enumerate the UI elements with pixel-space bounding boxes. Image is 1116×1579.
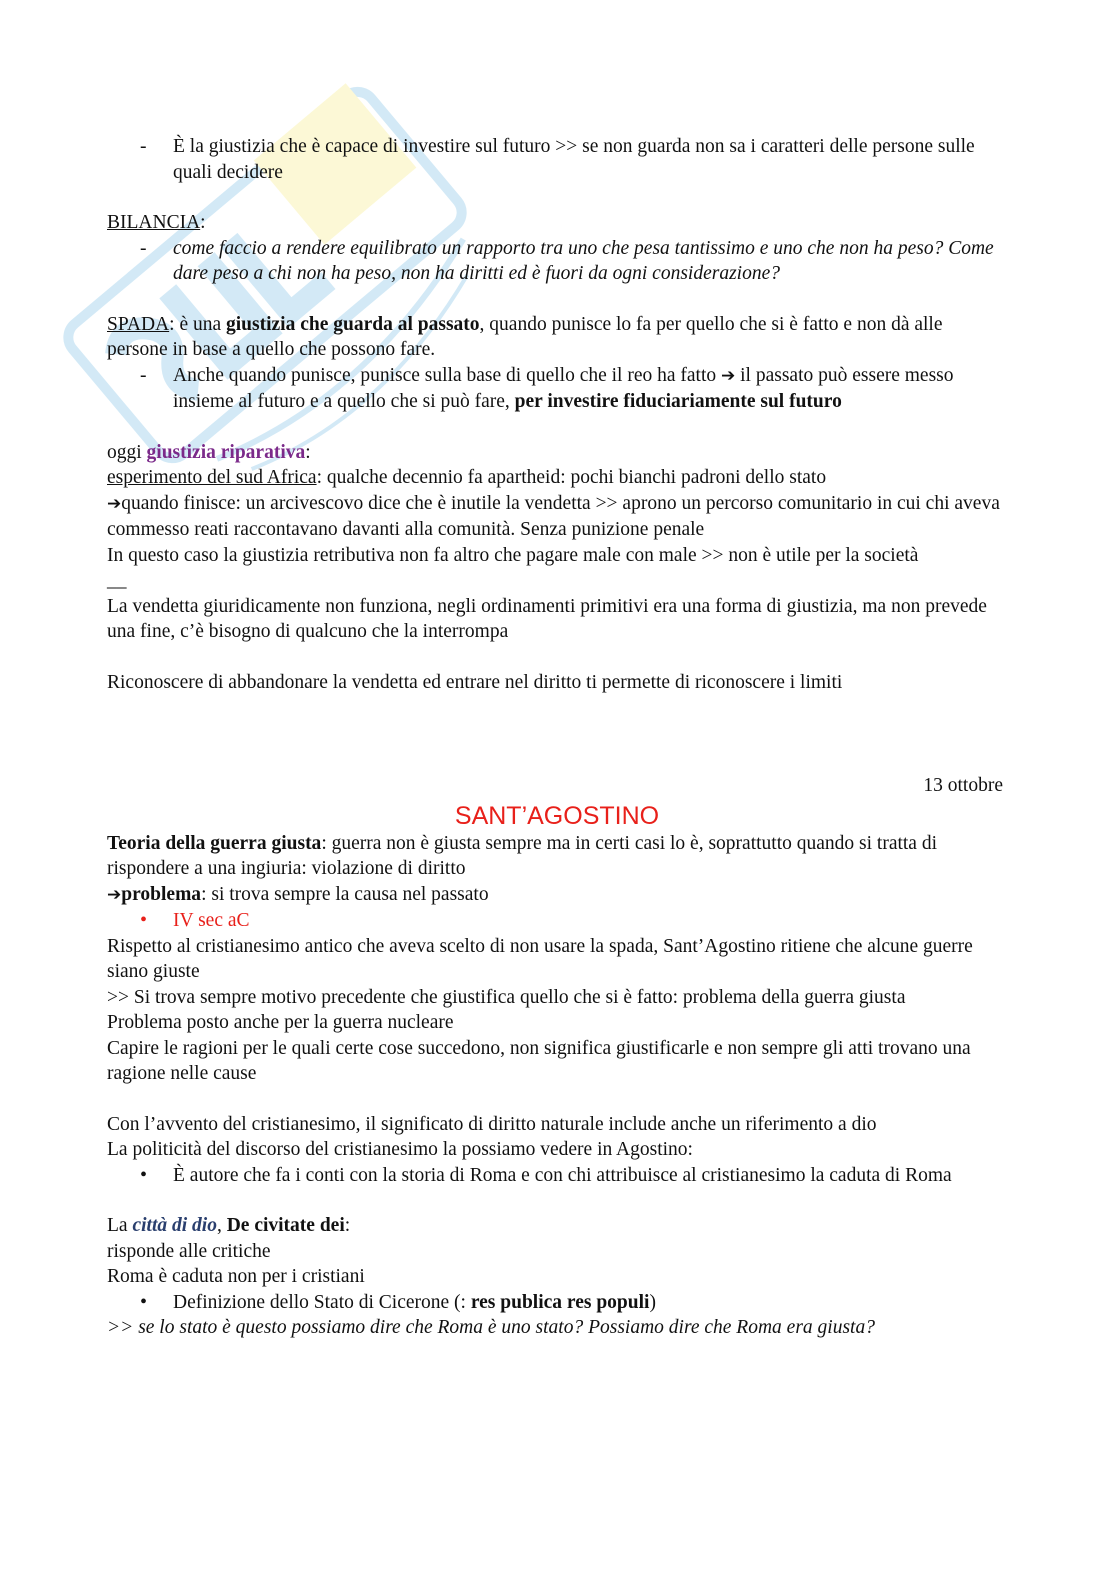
oggi-paragraph (107, 440, 1007, 466)
list-item: • IV sec aC (107, 908, 1007, 934)
spada-bold: giustizia che guarda al passato (226, 313, 480, 335)
teoria-text: : guerra non è giusta sempre ma in certi casi lo è, soprattutto quando si tratta di rispondere a una ingiuria: violazione di diritto (107, 832, 938, 879)
sudafrica-text: : qualche decennio fa apartheid: pochi bianchi padroni dello stato (316, 467, 827, 488)
riconoscere-paragraph: Riconoscere di abbandonare la vendetta ed entrare nel diritto ti permette di riconoscere i limiti (107, 671, 843, 693)
sudafrica-label: esperimento del sud Africa (107, 467, 317, 488)
citta-paragraph (107, 1213, 1007, 1239)
spada-post: , quando punisce lo fa per quello che si è fatto e non dà alle persone in base a quello che possono fare. (107, 313, 943, 360)
separator: __ (107, 570, 127, 591)
oggi-colon: : (305, 441, 311, 463)
cicerone-list (107, 1290, 1007, 1316)
spada-pre: : è una (169, 313, 227, 335)
roma-caduta-paragraph: Roma è caduta non per i cristiani (107, 1266, 365, 1287)
retributiva-paragraph: In questo caso la giustizia retributiva non fa altro che pagare male con male >> non è utile per la società (107, 544, 919, 566)
spada-item-a: Anche quando punisce, punisce sulla base di quello che il reo ha fatto (173, 364, 721, 386)
sudafrica-paragraph (107, 465, 1007, 491)
list-item: - come faccio a rendere equilibrato un rapporto tra uno che pesa tantissimo e uno che non ha peso? Come dare peso a chi non ha peso, non ha diritti ed è fuori da ogni considerazione? (107, 236, 1007, 287)
oggi-pre: oggi (107, 441, 147, 463)
list-item: - È la giustizia che è capace di investire sul futuro >> se non guarda non sa i caratteri delle persone sulle quali decidere (107, 134, 1007, 185)
future-list (107, 134, 1007, 185)
politicita-paragraph: La politicità del discorso del cristianesimo la possiamo vedere in Agostino: (107, 1139, 693, 1160)
vendetta-paragraph: La vendetta giuridicamente non funziona, negli ordinamenti primitivi era una forma di giustizia, ma non prevede una fine, c’è bisogno di qualcuno che la interrompa (107, 595, 987, 642)
giustizia-riparativa: giustizia riparativa (146, 441, 306, 463)
bilancia-label: BILANCIA (107, 212, 201, 233)
avvento-paragraph: Con l’avvento del cristianesimo, il significato di diritto naturale include anche un riferimento a dio (107, 1113, 877, 1135)
list-item (107, 1290, 1007, 1316)
teoria-paragraph (107, 831, 1007, 882)
risponde-paragraph: risponde alle critiche (107, 1240, 271, 1262)
secolo-list (107, 908, 1007, 934)
bilancia-list (107, 236, 1007, 287)
spada-label: SPADA (107, 313, 170, 335)
cicerone-pre: Definizione dello Stato di Cicerone (: (173, 1291, 471, 1313)
citta-pre: La (107, 1215, 133, 1236)
arrow-right-icon: ➔ (107, 884, 122, 905)
de-civitate-dei: De civitate dei (226, 1215, 345, 1236)
nucleare-paragraph: Problema posto anche per la guerra nucleare (107, 1012, 454, 1033)
finisce-text: quando finisce: un arcivescovo dice che è inutile la vendetta >> aprono un percorso comunitario in cui chi aveva commesso reati raccontavano davanti alla comunità. Senza punizione penale (107, 492, 1000, 540)
citta-mid: , (216, 1215, 227, 1236)
finisce-paragraph (107, 491, 1007, 543)
arrow-right-icon: ➔ (721, 365, 736, 386)
final-question: >> se lo stato è questo possiamo dire che Roma è uno stato? Possiamo dire che Roma era giusta? (107, 1317, 875, 1338)
problema-text: : si trova sempre la causa nel passato (201, 883, 489, 905)
spada-item-b: il passato può essere messo insieme al futuro e a quello che si può fare, (173, 364, 954, 412)
problema-bold: problema (121, 883, 202, 905)
spada-paragraph (107, 312, 1007, 363)
cicerone-post: ) (649, 1291, 656, 1313)
citta-di-dio: città di dio (132, 1215, 217, 1236)
list-item (107, 363, 1007, 415)
cicerone-bold: res publica res populi (470, 1291, 650, 1313)
list-item: • È autore che fa i conti con la storia di Roma e con chi attribuisce al cristianesimo la caduta di Roma (107, 1163, 1007, 1189)
teoria-bold: Teoria della guerra giusta (107, 832, 322, 854)
lesson-date: 13 ottobre (923, 775, 1003, 796)
motivo-paragraph: >> Si trova sempre motivo precedente che giustifica quello che si è fatto: problema della guerra giusta (107, 986, 906, 1008)
arrow-right-icon: ➔ (107, 493, 122, 514)
capire-paragraph: Capire le ragioni per le quali certe cose succedono, non significa giustificarle e non sempre gli atti trovano una ragione nelle cause (107, 1037, 971, 1084)
problema-paragraph (107, 882, 1007, 909)
rispetto-paragraph: Rispetto al cristianesimo antico che aveva scelto di non usare la spada, Sant’Agostino ritiene che alcune guerre siano giuste (107, 935, 973, 982)
document-body (107, 134, 1007, 1341)
citta-colon: : (344, 1215, 351, 1236)
section-heading: SANT’AGOSTINO (454, 801, 660, 830)
bilancia-colon: : (200, 212, 206, 233)
spada-item-bold: per investire fiduciariamente sul futuro (514, 391, 842, 412)
spada-list (107, 363, 1007, 415)
bilancia-paragraph (107, 210, 1007, 236)
autore-list (107, 1163, 1007, 1189)
